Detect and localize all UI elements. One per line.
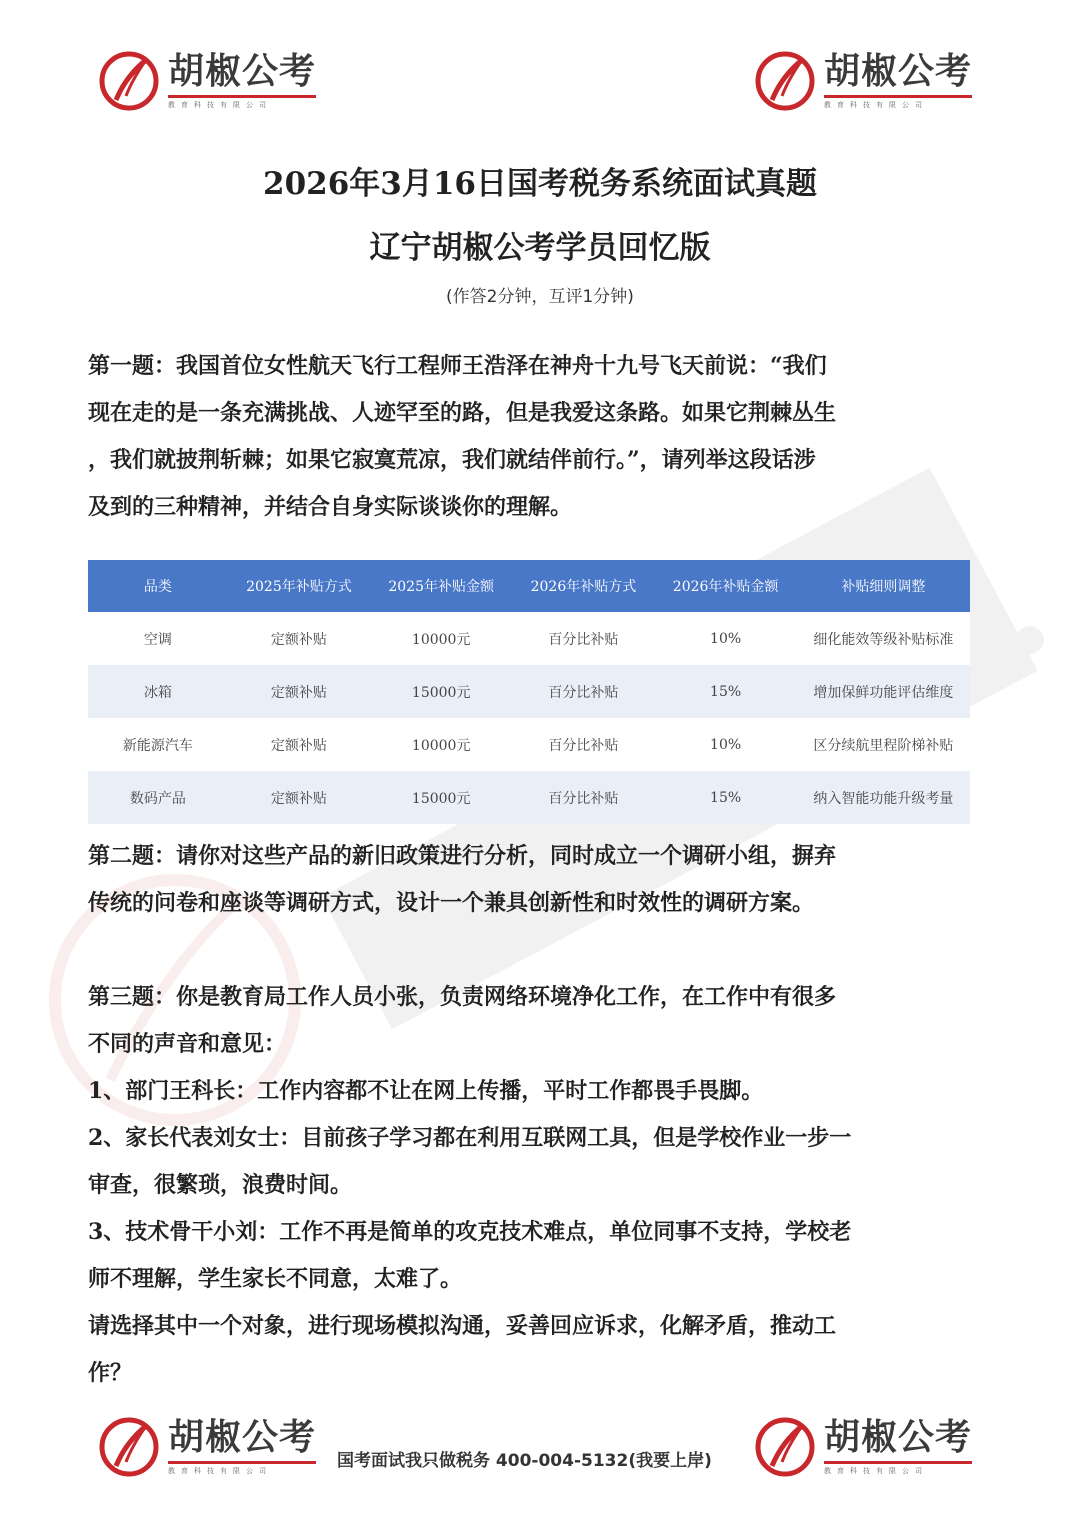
time-note: (作答2分钟，互评1分钟) bbox=[446, 287, 634, 307]
table-cell: 10% bbox=[655, 612, 797, 665]
brand-name: 胡椒公考 bbox=[168, 1417, 317, 1458]
question-1-line: 第一题：我国首位女性航天飞行工程师王浩泽在神舟十九号飞天前说：“我们 bbox=[88, 353, 827, 379]
question-3-item: 审查，很繁琐，浪费时间。 bbox=[88, 1172, 353, 1198]
brand-sub: 教育科技有限公司 bbox=[168, 95, 316, 110]
brand-logo-icon bbox=[752, 1414, 818, 1480]
question-3-line: 不同的声音和意见： bbox=[88, 1031, 287, 1057]
question-3-item: 3、技术骨干小刘：工作不再是简单的攻克技术难点，单位同事不支持，学校老 bbox=[88, 1219, 852, 1245]
table-cell: 纳入智能功能升级考量 bbox=[797, 771, 970, 824]
brand-name: 胡椒公考 bbox=[824, 51, 973, 92]
table-row bbox=[88, 718, 970, 771]
table-cell: 百分比补贴 bbox=[512, 612, 654, 665]
column-header: 2025年补贴方式 bbox=[228, 560, 370, 612]
question-1-line: 及到的三种精神，并结合自身实际谈谈你的理解。 bbox=[88, 494, 573, 520]
table-row bbox=[88, 612, 970, 665]
brand-name: 胡椒公考 bbox=[824, 1417, 973, 1458]
brand-sub: 教育科技有限公司 bbox=[824, 1461, 972, 1476]
brand-sub: 教育科技有限公司 bbox=[824, 95, 972, 110]
table-cell: 数码产品 bbox=[88, 771, 228, 824]
brand-logo-bottom-right bbox=[752, 1414, 972, 1480]
table-cell: 百分比补贴 bbox=[512, 665, 654, 718]
column-header: 补贴细则调整 bbox=[797, 560, 970, 612]
question-2 bbox=[88, 833, 993, 927]
table-row bbox=[88, 665, 970, 718]
table-cell: 定额补贴 bbox=[228, 612, 370, 665]
table-cell: 定额补贴 bbox=[228, 771, 370, 824]
question-1-line: 现在走的是一条充满挑战、人迹罕至的路，但是我爱这条路。如果它荆棘丛生 bbox=[88, 400, 837, 426]
brand-logo-top-right bbox=[752, 48, 972, 114]
question-1 bbox=[88, 343, 993, 531]
column-header: 品类 bbox=[88, 560, 228, 612]
subsidy-table bbox=[88, 560, 970, 824]
table-cell: 定额补贴 bbox=[228, 718, 370, 771]
column-header: 2025年补贴金额 bbox=[370, 560, 512, 612]
column-header: 2026年补贴金额 bbox=[655, 560, 797, 612]
table-row bbox=[88, 771, 970, 824]
question-2-line: 传统的问卷和座谈等调研方式，设计一个兼具创新性和时效性的调研方案。 bbox=[88, 890, 815, 916]
column-header: 2026年补贴方式 bbox=[512, 560, 654, 612]
brand-logo-icon bbox=[752, 48, 818, 114]
question-3-ask: 请选择其中一个对象，进行现场模拟沟通，妥善回应诉求，化解矛盾，推动工 bbox=[88, 1313, 837, 1339]
question-1-line: ，我们就披荆斩棘；如果它寂寞荒凉，我们就结伴前行。”，请列举这段话涉 bbox=[88, 447, 816, 473]
question-3-item: 2、家长代表刘女士：目前孩子学习都在利用互联网工具，但是学校作业一步一 bbox=[88, 1125, 852, 1151]
brand-sub: 教育科技有限公司 bbox=[168, 1461, 316, 1476]
brand-logo-bottom-left bbox=[96, 1414, 316, 1480]
table-cell: 冰箱 bbox=[88, 665, 228, 718]
table-cell: 新能源汽车 bbox=[88, 718, 228, 771]
table-header-row bbox=[88, 560, 970, 612]
table-cell: 10% bbox=[655, 718, 797, 771]
page-title: 2026年3月16日国考税务系统面试真题 bbox=[263, 166, 817, 202]
table-cell: 定额补贴 bbox=[228, 665, 370, 718]
brand-logo-top-left bbox=[96, 48, 316, 114]
brand-name: 胡椒公考 bbox=[168, 51, 317, 92]
table-cell: 细化能效等级补贴标准 bbox=[797, 612, 970, 665]
table-cell: 15000元 bbox=[370, 665, 512, 718]
question-3-ask: 作？ bbox=[88, 1360, 133, 1386]
brand-logo-icon bbox=[96, 48, 162, 114]
question-3-item: 1、部门王科长：工作内容都不让在网上传播，平时工作都畏手畏脚。 bbox=[88, 1078, 764, 1104]
table-cell: 15000元 bbox=[370, 771, 512, 824]
table-cell: 空调 bbox=[88, 612, 228, 665]
page-subtitle: 辽宁胡椒公考学员回忆版 bbox=[369, 230, 711, 266]
question-3-item: 师不理解，学生家长不同意，太难了。 bbox=[88, 1266, 463, 1292]
question-3-line: 第三题：你是教育局工作人员小张，负责网络环境净化工作，在工作中有很多 bbox=[88, 984, 837, 1010]
footer-contact: 国考面试我只做税务 400-004-5132(我要上岸) bbox=[337, 1451, 712, 1471]
table-cell: 百分比补贴 bbox=[512, 771, 654, 824]
table-cell: 区分续航里程阶梯补贴 bbox=[797, 718, 970, 771]
table-cell: 15% bbox=[655, 665, 797, 718]
table-cell: 15% bbox=[655, 771, 797, 824]
question-2-line: 第二题：请你对这些产品的新旧政策进行分析，同时成立一个调研小组，摒弃 bbox=[88, 843, 837, 869]
question-3 bbox=[88, 974, 993, 1397]
table-cell: 10000元 bbox=[370, 718, 512, 771]
table-cell: 百分比补贴 bbox=[512, 718, 654, 771]
brand-logo-icon bbox=[96, 1414, 162, 1480]
table-cell: 增加保鲜功能评估维度 bbox=[797, 665, 970, 718]
table-cell: 10000元 bbox=[370, 612, 512, 665]
